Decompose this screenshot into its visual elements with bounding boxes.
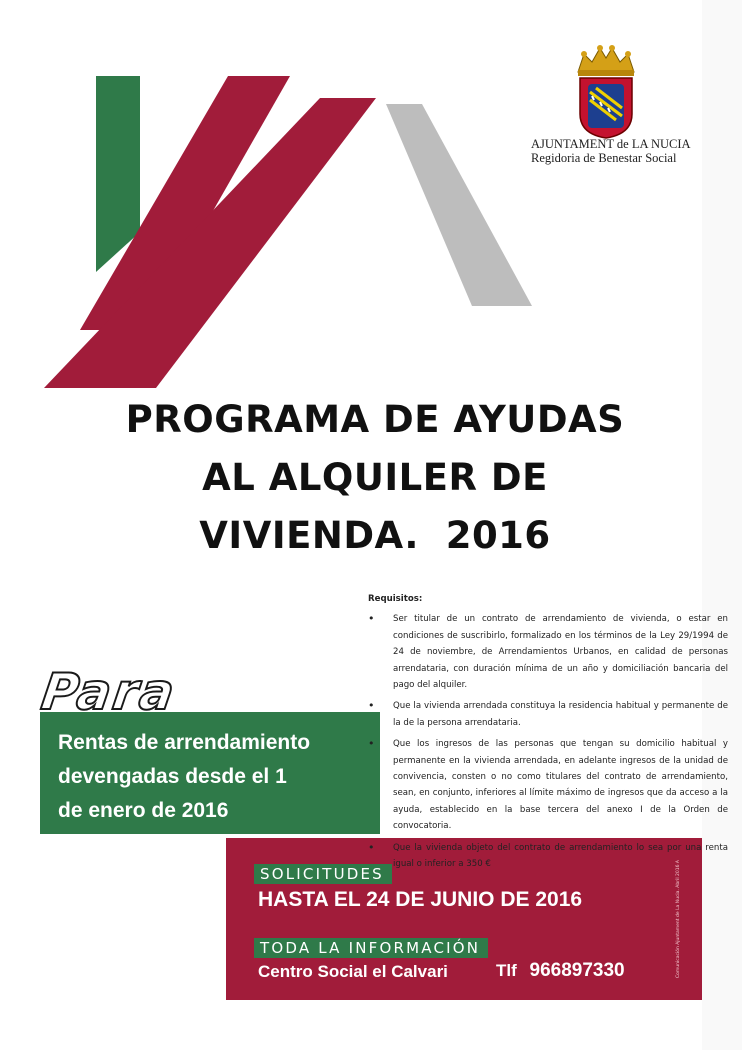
eligibility-line-2: devengadas desde el 1 bbox=[58, 765, 287, 788]
organization-name bbox=[531, 137, 731, 165]
requirements-list bbox=[368, 611, 728, 872]
phone-number[interactable]: 966897330 bbox=[529, 960, 625, 981]
title-line-3: VIVIENDA. 2016 bbox=[199, 514, 551, 557]
title-line-2: AL ALQUILER DE bbox=[202, 456, 548, 499]
title-line-1: PROGRAMA DE AYUDAS bbox=[125, 398, 625, 441]
info-place: Centro Social el Calvari bbox=[258, 962, 448, 981]
requirements-section bbox=[368, 591, 728, 878]
eligibility-line-1: Rentas de arrendamiento bbox=[58, 731, 311, 754]
organization-line-1: AJUNTAMENT de LA NUCIA bbox=[531, 137, 691, 151]
phone-label: Tlf bbox=[496, 961, 517, 980]
para-label: Para bbox=[37, 663, 180, 721]
requirement-item: • Que la vivienda objeto del contrato de arrendamiento lo sea por una renta igual o inferior a 350 € bbox=[368, 840, 728, 873]
eligibility-text bbox=[58, 726, 378, 828]
organization-line-2: Regidoria de Benestar Social bbox=[531, 151, 677, 165]
requirements-heading: Requisitos: bbox=[368, 594, 423, 604]
solicitudes-label: SOLICITUDES bbox=[254, 864, 392, 884]
phone-block bbox=[496, 960, 625, 982]
page-title bbox=[30, 392, 720, 566]
coat-of-arms-icon bbox=[570, 44, 642, 140]
eligibility-line-3: de enero de 2016 bbox=[58, 799, 229, 822]
deadline-text: HASTA EL 24 DE JUNIO DE 2016 bbox=[258, 888, 583, 911]
requirement-item: • Que la vivienda arrendada constituya la residencia habitual y permanente de la de la persona arrendataria. bbox=[368, 698, 728, 731]
requirement-item: • Ser titular de un contrato de arrendamiento de vivienda, o estar en condiciones de suscribirlo, formalizado en los términos de la Ley 29/1994 de 24 de noviembre, de Arrendamientos Urbanos, en calidad de personas arrendataria, con duración mínima de un año y domiciliación bancaria del pago del alquiler. bbox=[368, 611, 728, 693]
info-label: TODA LA INFORMACIÓN bbox=[254, 938, 488, 958]
requirement-item: • Que los ingresos de las personas que tengan su domicilio habitual y permanente en la vivienda arrendada, en adelante ingresos de la unidad de convivencia, consten o no como titulares del contrato de arrendamiento, sean, en conjunto, inferiores al límite máximo de ingresos que da acceso a la ayuda, establecido en la base tercera del anexo I de la Orden de convocatoria. bbox=[368, 736, 728, 834]
credit-text: Comunicación Ajuntament de La Nucia. Abril 2016 A bbox=[676, 860, 681, 978]
